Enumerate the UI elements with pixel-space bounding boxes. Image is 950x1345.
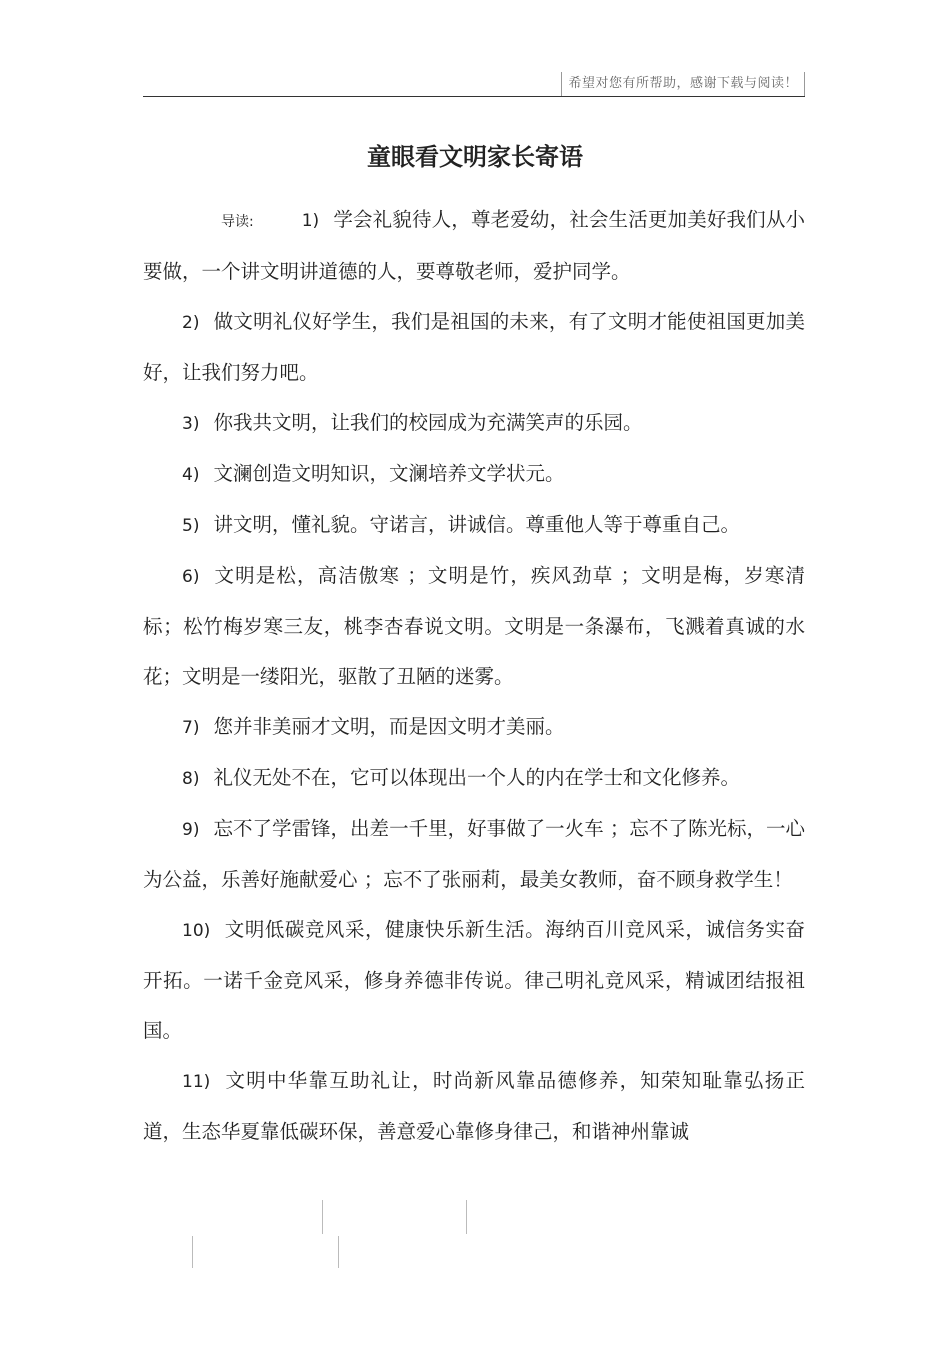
list-item [143, 297, 805, 398]
item-text: 讲文明，懂礼貌。守诺言，讲诚信。尊重他人等于尊重自己。 [213, 513, 740, 536]
item-number: 3) [182, 414, 200, 434]
document-body [143, 195, 805, 1157]
list-item [143, 398, 805, 449]
list-item [143, 195, 805, 297]
scan-mark [192, 1236, 193, 1268]
item-text: 忘不了学雷锋，出差一千里，好事做了一火车 ；忘不了陈光标，一心为公益，乐善好施献爱心 ；忘不了张丽莉，最美女教师，奋不顾身救学生！ [143, 817, 805, 891]
list-item [143, 551, 805, 702]
header-rule [143, 96, 805, 97]
list-item [143, 449, 805, 500]
item-number: 11) [182, 1072, 211, 1092]
item-number: 2) [182, 313, 200, 333]
item-number: 5) [182, 516, 200, 536]
item-text: 做文明礼仪好学生，我们是祖国的未来，有了文明才能使祖国更加美好，让我们努力吧。 [143, 310, 805, 384]
page-title: 童眼看文明家长寄语 [367, 142, 583, 172]
scan-mark [466, 1200, 467, 1234]
item-text: 文澜创造文明知识，文澜培养文学状元。 [213, 462, 565, 485]
list-item [143, 753, 805, 804]
item-text: 文明低碳竞风采，健康快乐新生活。海纳百川竞风采，诚信务实奋开拓。一诺千金竞风采，修身养德非传说。律己明礼竞风采，精诚团结报祖国。 [143, 918, 805, 1042]
item-number: 8) [182, 769, 200, 789]
list-item [143, 702, 805, 753]
item-number: 6) [182, 567, 200, 587]
scan-mark [322, 1200, 323, 1234]
item-text: 文明中华靠互助礼让，时尚新风靠品德修养，知荣知耻靠弘扬正道，生态华夏靠低碳环保，善意爱心靠修身律己，和谐神州靠诚 [143, 1069, 805, 1143]
item-text: 学会礼貌待人，尊老爱幼，社会生活更加美好我们从小要做，一个讲文明讲道德的人，要尊敬老师，爱护同学。 [143, 208, 805, 283]
list-item [143, 804, 805, 905]
item-number: 10) [182, 921, 211, 941]
item-number: 1) [301, 211, 320, 231]
item-number: 7) [182, 718, 200, 738]
list-item [143, 1056, 805, 1157]
item-text: 礼仪无处不在，它可以体现出一个人的内在学士和文化修养。 [213, 766, 740, 789]
item-number: 4) [182, 465, 200, 485]
list-item [143, 500, 805, 551]
item-text: 您并非美丽才文明，而是因文明才美丽。 [213, 715, 565, 738]
item-text: 文明是松，高洁傲寒 ；文明是竹，疾风劲草 ；文明是梅，岁寒清标；松竹梅岁寒三友，桃李杏春说文明。文明是一条瀑布，飞溅着真诚的水花；文明是一缕阳光，驱散了丑陋的迷雾。 [143, 564, 805, 688]
lead-label: 导读: [221, 214, 254, 230]
item-text: 你我共文明，让我们的校园成为充满笑声的乐园。 [213, 411, 643, 434]
list-item [143, 905, 805, 1056]
item-number: 9) [182, 820, 200, 840]
scan-mark [338, 1236, 339, 1268]
header-note: 希望对您有所帮助，感谢下载与阅读！ [561, 72, 805, 96]
